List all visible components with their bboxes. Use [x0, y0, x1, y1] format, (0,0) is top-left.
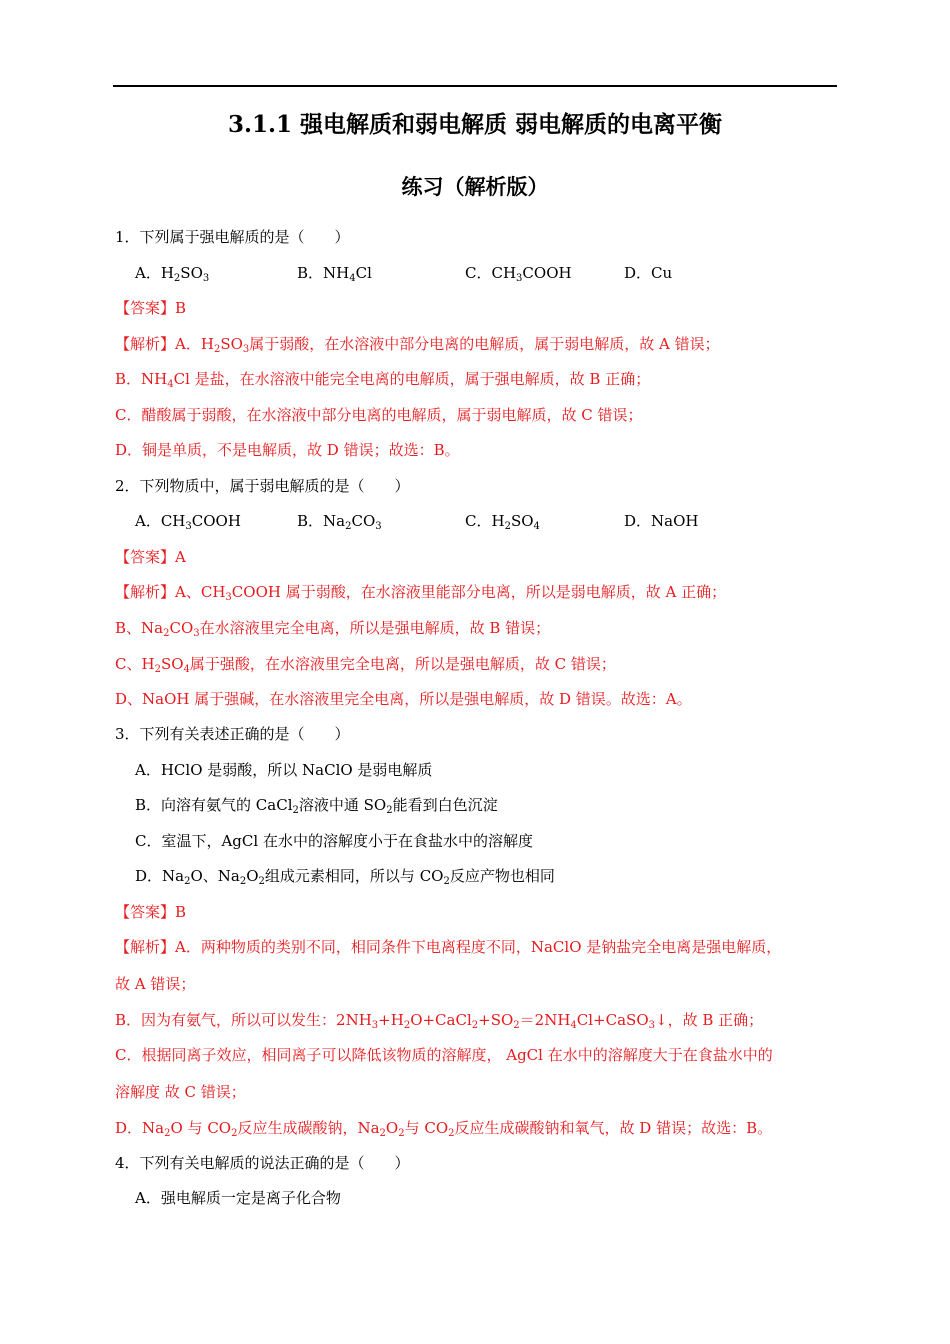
q1-stem: 1．下列属于强电解质的是（ ） [115, 228, 350, 246]
q2-explanation-a: 【解析】A、$CH_3COOH$ 属于弱酸，在水溶液里能部分电离，所以是弱电解质，故 A 正确； [115, 583, 727, 603]
q2-option-c: C．$H_2SO_4$ [465, 512, 540, 532]
q3-option-c: C．室温下，AgCl 在水中的溶解度小于在食盐水中的溶解度 [135, 832, 533, 850]
q1-option-b: B．$NH_4Cl$ [297, 264, 372, 284]
q4-stem: 4．下列有关电解质的说法正确的是（ ） [115, 1154, 410, 1172]
q2-explanation-d: D、NaOH 属于强碱，在水溶液里完全电离，所以是强电解质，故 D 错误。故选：A。 [115, 690, 692, 708]
q3-explanation-c-cont: 溶解度 故 C 错误； [115, 1083, 246, 1101]
q1-option-c: C．$CH_3COOH$ [465, 264, 572, 284]
q2-option-d: D．NaOH [624, 512, 699, 530]
q2-option-a: A．$CH_3COOH$ [135, 512, 241, 532]
q3-explanation-d: D．$Na_2O$ 与 $CO_2$反应生成碳酸钠，$Na_2O_2$与 $CO_2$反应生成碳酸钠和氧气，故 D 错误；故选：B。 [115, 1119, 773, 1139]
page-title: 3.1.1 强电解质和弱电解质 弱电解质的电离平衡 [227, 111, 723, 138]
q1-explanation-b: B．$NH_4Cl$ 是盐，在水溶液中能完全电离的电解质，属于强电解质，故 B 正确； [115, 370, 651, 390]
q3-explanation-a-cont: 故 A 错误； [115, 975, 196, 993]
q2-explanation-c: C、$H_2SO_4$属于强酸，在水溶液里完全电离，所以是强电解质，故 C 错误； [115, 655, 616, 675]
q2-stem: 2．下列物质中，属于弱电解质的是（ ） [115, 477, 410, 495]
q1-explanation-a: 【解析】A．$H_2SO_3$属于弱酸，在水溶液中部分电离的电解质，属于弱电解质，故 A 错误； [115, 335, 720, 355]
q3-option-d: D．$Na_2O$、$Na_2O_2$组成元素相同，所以与 $CO_2$反应产物也相同 [135, 867, 555, 887]
q3-option-b: B．向溶有氨气的 CaCl$_2$溶液中通 $SO_2$能看到白色沉淀 [135, 796, 498, 816]
header-rule [113, 85, 837, 87]
q3-explanation-a: 【解析】A．两种物质的类别不同，相同条件下电离程度不同，NaClO 是钠盐完全电离是强电解质， [115, 938, 782, 956]
q1-answer: 【答案】B [115, 299, 187, 317]
q1-option-a: A．$H_2SO_3$ [135, 264, 210, 284]
page-subtitle: 练习（解析版） [401, 174, 549, 199]
q2-explanation-b: B、$Na_2CO_3$在水溶液里完全电离，所以是强电解质，故 B 错误； [115, 619, 551, 639]
q3-stem: 3．下列有关表述正确的是（ ） [115, 725, 350, 743]
q3-explanation-b: B．因为有氨气，所以可以发生：$2NH_3+H_2O+CaCl_2+SO_2=2NH_4Cl+CaSO_3↓$，故 B 正确； [115, 1011, 764, 1031]
q3-answer: 【答案】B [115, 903, 187, 921]
q1-explanation-c: C．醋酸属于弱酸，在水溶液中部分电离的电解质，属于弱电解质，故 C 错误； [115, 406, 643, 424]
q4-option-a: A．强电解质一定是离子化合物 [135, 1189, 341, 1207]
q2-answer: 【答案】A [115, 548, 186, 566]
q1-explanation-d: D．铜是单质，不是电解质，故 D 错误；故选：B。 [115, 441, 460, 459]
q3-explanation-c: C．根据同离子效应，相同离子可以降低该物质的溶解度， AgCl 在水中的溶解度大于在食盐水中的 [115, 1046, 773, 1064]
q3-option-a: A．HClO 是弱酸，所以 NaClO 是弱电解质 [135, 761, 433, 779]
q2-option-b: B．$Na_2CO_3$ [297, 512, 382, 532]
q1-option-d: D．Cu [624, 264, 673, 282]
